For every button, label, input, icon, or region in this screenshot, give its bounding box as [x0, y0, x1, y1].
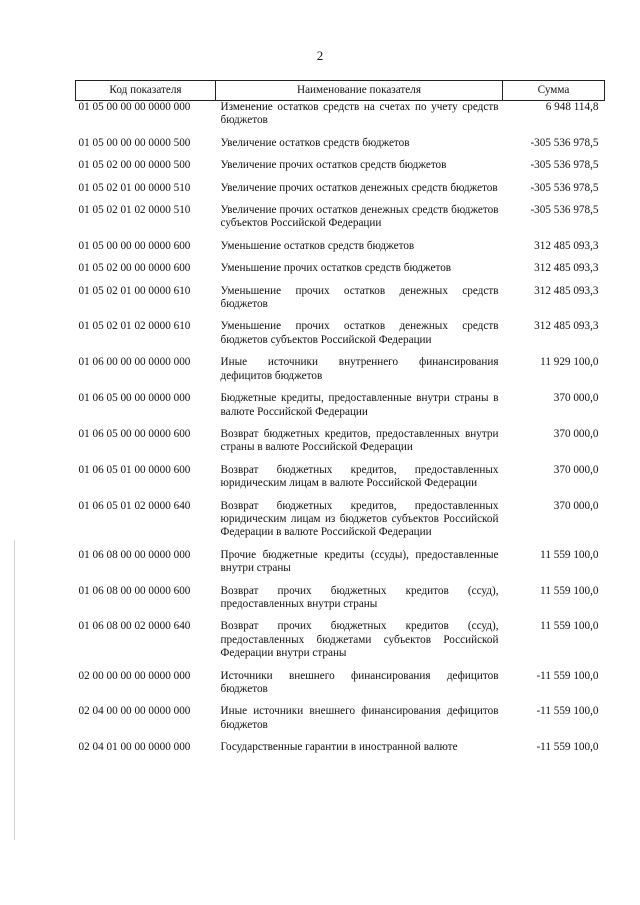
row-code: 02 00 00 00 00 0000 000: [78, 669, 191, 682]
row-name: Источники внешнего финансирования дефицитов бюджетов: [220, 669, 499, 695]
row-spacer-cell: [76, 540, 605, 549]
row-spacer: [76, 696, 605, 705]
row-sum: -305 536 978,5: [530, 159, 599, 172]
row-code: 01 06 05 00 00 0000 000: [78, 392, 191, 405]
row-spacer: [76, 347, 605, 356]
row-name: Уменьшение прочих остатков средств бюджетов: [220, 262, 452, 275]
row-spacer: [76, 231, 605, 240]
row-spacer: [76, 576, 605, 585]
budget-sources-table: [75, 80, 605, 755]
row-name: Уменьшение прочих остатков денежных средств бюджетов: [220, 284, 499, 311]
table-row: [76, 392, 605, 419]
row-spacer: [76, 128, 605, 137]
row-code: 01 05 02 01 02 0000 610: [78, 320, 191, 333]
row-name: Бюджетные кредиты, предоставленные внутри страны в валюте Российской Федерации: [220, 392, 499, 418]
row-spacer: [76, 383, 605, 392]
header-sum: Сумма: [503, 81, 605, 101]
row-code: 02 04 01 00 00 0000 000: [78, 741, 191, 754]
row-code: 01 06 00 00 00 0000 000: [78, 356, 191, 369]
row-spacer-cell: [76, 576, 605, 585]
table-row: [76, 428, 605, 455]
row-spacer: [76, 311, 605, 320]
row-code: 01 06 08 00 02 0000 640: [78, 620, 191, 633]
row-code: 01 05 02 01 02 0000 510: [78, 204, 191, 217]
row-sum: 312 485 093,3: [534, 262, 599, 275]
row-sum: 370 000,0: [553, 427, 599, 440]
row-name: Возврат прочих бюджетных кредитов (ссуд), предоставленных внутри страны: [220, 584, 499, 610]
row-code: 01 06 05 01 02 0000 640: [78, 499, 191, 512]
row-code: 02 04 00 00 00 0000 000: [78, 705, 191, 718]
header-code: Код показателя: [76, 81, 216, 101]
row-name: Прочие бюджетные кредиты (ссуды), предоставленные внутри страны: [220, 548, 499, 575]
row-name: Увеличение прочих остатков средств бюджетов: [220, 159, 447, 172]
row-spacer: [76, 173, 605, 182]
row-spacer-cell: [76, 311, 605, 320]
table-row: [76, 101, 605, 128]
row-spacer-cell: [76, 253, 605, 262]
table-row: [76, 320, 605, 347]
row-spacer-cell: [76, 732, 605, 741]
row-name: Увеличение остатков средств бюджетов: [220, 136, 410, 149]
row-name: Иные источники внутреннего финансирования дефицитов бюджетов: [220, 356, 499, 382]
table-row: [76, 285, 605, 312]
row-sum: -305 536 978,5: [530, 181, 599, 194]
table-row: [76, 705, 605, 732]
row-spacer: [76, 491, 605, 500]
row-spacer-cell: [76, 150, 605, 159]
row-code: 01 05 02 01 00 0000 610: [78, 284, 191, 297]
row-sum: 11 559 100,0: [540, 548, 599, 561]
row-sum: -11 559 100,0: [536, 705, 599, 718]
row-spacer-cell: [76, 128, 605, 137]
table-row: [76, 204, 605, 231]
row-code: 01 05 00 00 00 0000 600: [78, 239, 191, 252]
row-sum: -305 536 978,5: [530, 204, 599, 217]
row-code: 01 05 02 01 00 0000 510: [78, 181, 191, 194]
row-spacer-cell: [76, 276, 605, 285]
row-code: 01 05 02 00 00 0000 500: [78, 159, 191, 172]
row-code: 01 05 00 00 00 0000 500: [78, 136, 191, 149]
row-spacer: [76, 150, 605, 159]
row-sum: -305 536 978,5: [530, 136, 599, 149]
row-sum: -11 559 100,0: [536, 741, 599, 754]
row-name: Возврат бюджетных кредитов, предоставленных юридическим лицам в валюте Российской Федерации: [220, 463, 499, 490]
row-spacer-cell: [76, 347, 605, 356]
row-name: Иные источники внешнего финансирования дефицитов бюджетов: [220, 705, 499, 731]
row-spacer: [76, 661, 605, 670]
row-sum: 370 000,0: [553, 463, 599, 476]
table-row: [76, 464, 605, 491]
row-name: Возврат прочих бюджетных кредитов (ссуд), предоставленных бюджетами субъектов Российской Федерации внутри страны: [220, 620, 499, 660]
row-spacer-cell: [76, 195, 605, 204]
row-spacer-cell: [76, 455, 605, 464]
row-code: 01 05 02 00 00 0000 600: [78, 262, 191, 275]
row-spacer-cell: [76, 173, 605, 182]
row-spacer: [76, 253, 605, 262]
table-row: [76, 240, 605, 253]
row-sum: 312 485 093,3: [534, 320, 599, 333]
row-spacer: [76, 732, 605, 741]
row-spacer: [76, 455, 605, 464]
table-row: [76, 159, 605, 172]
row-spacer: [76, 276, 605, 285]
row-spacer: [76, 540, 605, 549]
row-code: 01 05 00 00 00 0000 000: [78, 101, 191, 113]
row-sum: 11 929 100,0: [540, 356, 599, 369]
row-sum: -11 559 100,0: [536, 669, 599, 682]
scan-margin-line: [14, 540, 15, 840]
row-name: Уменьшение остатков средств бюджетов: [220, 239, 415, 252]
table-row: [76, 670, 605, 697]
row-sum: 370 000,0: [553, 499, 599, 512]
row-name: Государственные гарантии в иностранной валюте: [220, 741, 458, 754]
row-spacer-cell: [76, 491, 605, 500]
row-sum: 370 000,0: [553, 392, 599, 405]
row-sum: 312 485 093,3: [534, 284, 599, 297]
row-name: Увеличение прочих остатков денежных средств бюджетов: [220, 181, 498, 194]
row-code: 01 06 08 00 00 0000 000: [78, 548, 191, 561]
row-code: 01 06 05 00 00 0000 600: [78, 427, 191, 440]
row-spacer-cell: [76, 661, 605, 670]
row-spacer: [76, 419, 605, 428]
row-spacer-cell: [76, 696, 605, 705]
row-spacer: [76, 195, 605, 204]
table-row: [76, 262, 605, 275]
table-row: [76, 500, 605, 540]
page-number: 2: [316, 48, 324, 63]
row-code: 01 06 08 00 00 0000 600: [78, 584, 191, 597]
table-row: [76, 182, 605, 195]
row-name: Возврат бюджетных кредитов, предоставленных внутри страны в валюте Российской Федерации: [220, 427, 499, 454]
row-name: Изменение остатков средств на счетах по учету средств бюджетов: [220, 101, 499, 127]
row-sum: 11 559 100,0: [540, 620, 599, 633]
row-sum: 11 559 100,0: [540, 584, 599, 597]
table-header-row: [76, 81, 605, 101]
row-code: 01 06 05 01 00 0000 600: [78, 463, 191, 476]
row-name: Возврат бюджетных кредитов, предоставленных юридическим лицам из бюджетов субъектов Российской Федерации в валюте Российской Федерации: [220, 499, 499, 539]
row-name: Увеличение прочих остатков денежных средств бюджетов субъектов Российской Федерации: [220, 204, 499, 230]
row-spacer-cell: [76, 611, 605, 620]
header-name: Наименование показателя: [216, 81, 503, 101]
row-spacer: [76, 611, 605, 620]
row-name: Уменьшение прочих остатков денежных средств бюджетов субъектов Российской Федерации: [220, 320, 499, 346]
table-row: [76, 620, 605, 660]
row-spacer-cell: [76, 419, 605, 428]
table-row: [76, 585, 605, 612]
table-body: [76, 101, 605, 755]
table-row: [76, 549, 605, 576]
row-sum: 6 948 114,8: [545, 101, 599, 113]
table-row: [76, 356, 605, 383]
table-row: [76, 741, 605, 754]
row-spacer-cell: [76, 231, 605, 240]
row-spacer-cell: [76, 383, 605, 392]
row-sum: 312 485 093,3: [534, 239, 599, 252]
table-row: [76, 137, 605, 150]
